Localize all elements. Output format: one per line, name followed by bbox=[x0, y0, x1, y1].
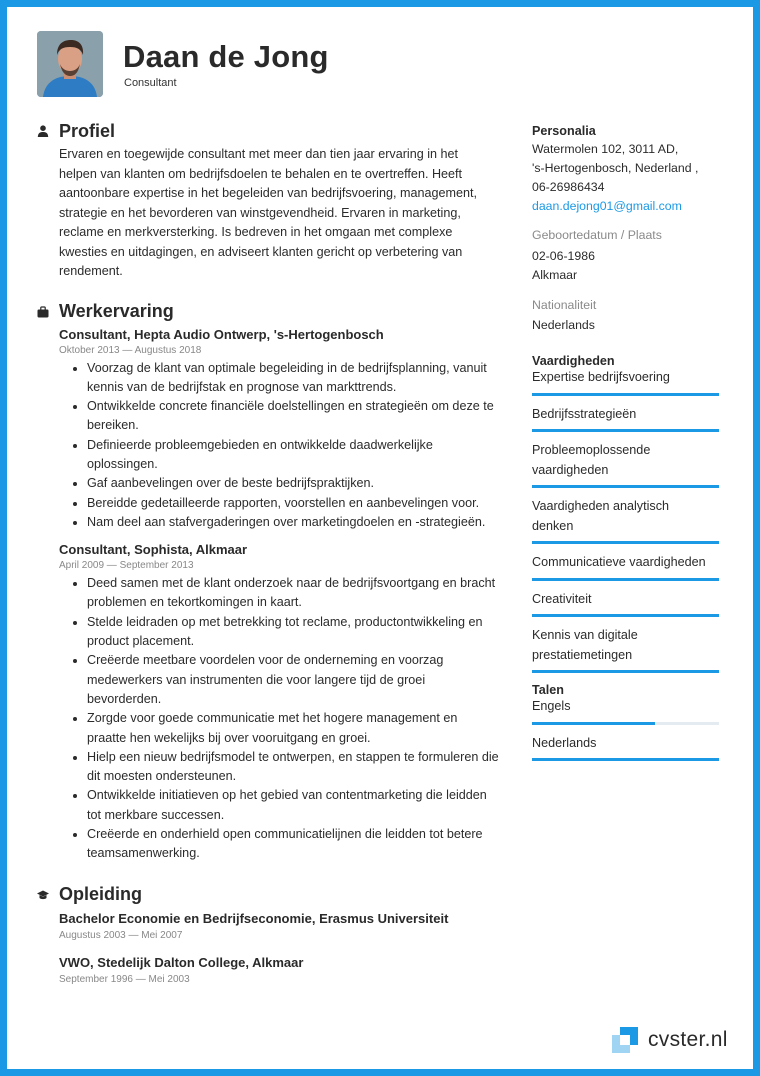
language-bar-fill bbox=[532, 758, 719, 761]
skill-bar bbox=[532, 578, 719, 581]
education-dates: September 1996 — Mei 2003 bbox=[59, 973, 190, 985]
bullet-item: • Voorzag de klant van optimale begeleiding in de bedrijfsplanning, vanuit kennis van de bedrijfstak en prognose van markttrends. bbox=[87, 359, 499, 398]
personalia-heading: Personalia bbox=[532, 124, 596, 138]
job-entry bbox=[59, 327, 499, 533]
education-entry bbox=[59, 955, 499, 985]
profile-title: Profiel bbox=[59, 120, 116, 141]
skill-name: Expertise bedrijfsvoering bbox=[532, 370, 670, 384]
skill-name: Communicatieve vaardigheden bbox=[532, 555, 706, 569]
email-link[interactable]: daan.dejong01@gmail.com bbox=[532, 199, 682, 213]
skill-item bbox=[532, 405, 719, 433]
bullet-item: • Hielp een nieuw bedrijfsmodel te ontwerpen, en stappen te formuleren die dit moesten ondersteunen. bbox=[87, 748, 499, 787]
address-line-2: 's-Hertogenbosch, Nederland , bbox=[532, 161, 699, 175]
bullet-item: • Nam deel aan stafvergaderingen over marketingdoelen en -strategieën. bbox=[87, 513, 499, 532]
birth-date: 02-06-1986 bbox=[532, 249, 595, 263]
brand-name: cvster.nl bbox=[648, 1028, 728, 1051]
skill-bar bbox=[532, 429, 719, 432]
bullet-item: • Zorgde voor goede communicatie met het hogere management en praatte hen wekelijks bij over vooruitgang en groei. bbox=[87, 709, 499, 748]
bullet-item: • Ontwikkelde concrete financiële doelstellingen en strategieën om deze te bereiken. bbox=[87, 397, 499, 436]
skills-heading: Vaardigheden bbox=[532, 354, 615, 368]
cvster-logo-icon bbox=[612, 1027, 638, 1053]
job-title: Consultant, Hepta Audio Ontwerp, 's-Hertogenbosch bbox=[59, 326, 384, 342]
candidate-role: Consultant bbox=[124, 77, 177, 89]
skill-name: Vaardigheden analytisch denken bbox=[532, 499, 669, 533]
language-item bbox=[532, 734, 719, 762]
skill-bar-fill bbox=[532, 541, 719, 544]
education-title: Opleiding bbox=[59, 884, 142, 905]
skill-item bbox=[532, 497, 719, 544]
bullet-item: • Creëerde meetbare voordelen voor de onderneming en voorzag medewerkers van instrumenten die voor langere tijd de groei bevorderden. bbox=[87, 651, 499, 709]
birth-label: Geboortedatum / Plaats bbox=[532, 228, 662, 242]
skill-bar bbox=[532, 541, 719, 544]
education-dates: Augustus 2003 — Mei 2007 bbox=[59, 929, 183, 941]
bullet-item: • Creëerde en onderhield open communicatielijnen die leidden tot betere teamsamenwerking. bbox=[87, 825, 499, 864]
skill-name: Bedrijfsstrategieën bbox=[532, 406, 637, 421]
language-item bbox=[532, 697, 719, 725]
graduation-cap-icon bbox=[37, 889, 59, 901]
language-name: Engels bbox=[532, 699, 571, 713]
bullet-item: • Deed samen met de klant onderzoek naar de bedrijfsvoortgang en bracht problemen en tekortkomingen in kaart. bbox=[87, 574, 499, 613]
skill-bar bbox=[532, 393, 719, 396]
skill-bar bbox=[532, 670, 719, 673]
language-bar-fill bbox=[532, 722, 655, 725]
briefcase-icon bbox=[37, 306, 59, 318]
nationality-label: Nationaliteit bbox=[532, 298, 597, 312]
personalia-section bbox=[532, 124, 719, 335]
person-icon bbox=[37, 125, 59, 137]
education-title: VWO, Stedelijk Dalton College, Alkmaar bbox=[59, 954, 304, 970]
experience-title: Werkervaring bbox=[59, 301, 174, 321]
skill-item bbox=[532, 553, 719, 581]
languages-section bbox=[532, 683, 719, 761]
bullet-item: • Gaf aanbevelingen over de beste bedrijfspraktijken. bbox=[87, 474, 499, 493]
candidate-name: Daan de Jong bbox=[123, 39, 329, 74]
nationality-value: Nederlands bbox=[532, 318, 595, 332]
job-title: Consultant, Sophista, Alkmaar bbox=[59, 542, 248, 558]
skill-bar-fill bbox=[532, 578, 719, 581]
skill-bar-fill bbox=[532, 429, 719, 432]
skill-name: Probleemoplossende vaardigheden bbox=[532, 443, 651, 477]
bullet-item: • Stelde leidraden op met betrekking tot reclame, productontwikkeling en product placement. bbox=[87, 613, 499, 652]
education-entry bbox=[59, 911, 499, 941]
skill-bar bbox=[532, 485, 719, 488]
bullet-item: • Definieerde probleemgebieden en ontwikkelde daadwerkelijke oplossingen. bbox=[87, 436, 499, 475]
language-bar bbox=[532, 722, 719, 725]
skill-bar-fill bbox=[532, 670, 719, 673]
skill-item bbox=[532, 368, 719, 396]
education-heading bbox=[37, 884, 499, 906]
skill-item bbox=[532, 626, 719, 673]
job-dates: Oktober 2013 — Augustus 2018 bbox=[59, 344, 202, 356]
sidebar bbox=[532, 124, 719, 770]
languages-heading: Talen bbox=[532, 683, 564, 697]
phone-number: 06-26986434 bbox=[532, 180, 605, 194]
job-entry bbox=[59, 542, 499, 863]
language-bar bbox=[532, 758, 719, 761]
experience-section bbox=[37, 301, 499, 864]
language-name: Nederlands bbox=[532, 735, 597, 750]
skill-name: Kennis van digitale prestatiemetingen bbox=[532, 628, 638, 662]
profile-section bbox=[37, 120, 499, 282]
education-title: Bachelor Economie en Bedrijfseconomie, Erasmus Universiteit bbox=[59, 910, 449, 926]
skill-bar-fill bbox=[532, 614, 719, 617]
brand-logo bbox=[612, 1027, 728, 1053]
experience-heading bbox=[37, 301, 499, 323]
address-line-1: Watermolen 102, 3011 AD, bbox=[532, 142, 679, 156]
bullet-item: • Ontwikkelde initiatieven op het gebied van contentmarketing die leidden tot merkbare successen. bbox=[87, 786, 499, 825]
profile-heading bbox=[37, 120, 499, 142]
birth-place: Alkmaar bbox=[532, 268, 578, 282]
profile-photo bbox=[37, 31, 103, 97]
bullet-item: • Bereidde gedetailleerde rapporten, voorstellen en aanbevelingen voor. bbox=[87, 494, 499, 513]
main-column bbox=[37, 120, 499, 985]
skill-name: Creativiteit bbox=[532, 591, 592, 606]
skill-bar-fill bbox=[532, 485, 719, 488]
avatar-icon bbox=[37, 31, 103, 97]
skill-bar-fill bbox=[532, 393, 719, 396]
education-section bbox=[37, 884, 499, 985]
profile-text: Ervaren en toegewijde consultant met meer dan tien jaar ervaring in het helpen van klanten om bedrijfsdoelen te behalen en te overtreffen. Heeft aantoonbare expertise in het begeleiden van bedrijfsvoering, management, strategie en het bevorderen van winstgevendheid. Ervaren in marketing, reclame en merkversterking. Is bedreven in het omgaan met complexe kwesties en uitdagingen, en adviseert klanten gericht op verbetering van rendement. bbox=[59, 147, 477, 278]
skill-item bbox=[532, 441, 719, 488]
job-bullets bbox=[59, 574, 499, 863]
skill-item bbox=[532, 590, 719, 618]
job-dates: April 2009 — September 2013 bbox=[59, 560, 194, 572]
skill-bar bbox=[532, 614, 719, 617]
job-bullets bbox=[59, 359, 499, 533]
skills-section bbox=[532, 354, 719, 673]
